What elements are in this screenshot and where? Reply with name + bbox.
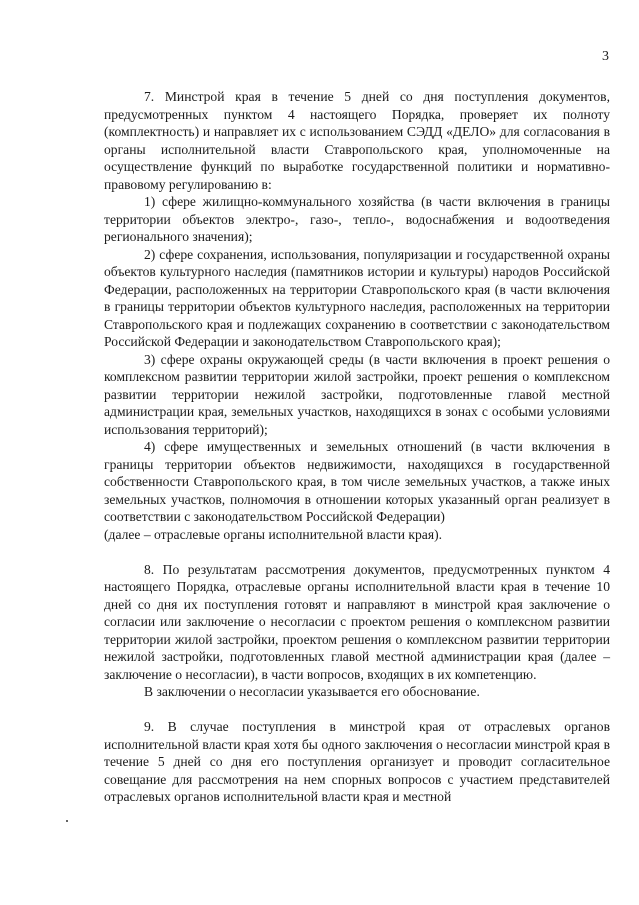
paragraph-7: 7. Минстрой края в течение 5 дней со дня поступления документов, предусмотренных пунктом 4 настоящего Порядка, проверяет их полноту (комплектность) и направляет их с использованием СЭДД «ДЕЛО» для согласования в органы исполнительной власти Ставропольского края, уполномоченные на осуществление функций по выработке государственной политики и нормативно-правовому регулированию в: xyxy=(104,89,610,192)
paragraph-8-note: В заключении о несогласии указывается его обоснование. xyxy=(144,684,480,699)
scan-speck xyxy=(66,820,68,822)
paragraph-7-item-3: 3) сфере охраны окружающей среды (в части включения в проект решения о комплексном развитии территории жилой застройки, проект решения о комплексном развитии территории нежилой застройки, подготовленные главой местной администрации края, земельных участков, находящихся в зонах с особыми условиями использования территорий); xyxy=(104,351,610,437)
paragraph-8: 8. По результатам рассмотрения документов, предусмотренных пунктом 4 настоящего Порядка, отраслевые органы исполнительной власти края в течение 10 дней со дня их поступления готовят и направляют в минстрой края заключение о согласии или заключение о несогласии с проектом решения о комплексном развитии территории жилой застройки, проектом решения о комплексном развитии территории нежилой застройки, подготовленных главой местной администрации края (далее – заключение о несогласии), в части вопросов, входящих в их компетенцию. xyxy=(104,561,610,682)
paragraph-9: 9. В случае поступления в минстрой края от отраслевых органов исполнительной власти края хотя бы одного заключения о несогласии минстрой края в течение 5 дней со дня его поступления организует и проводит согласительное совещание для рассмотрения на нем спорных вопросов с участием представителей отраслевых органов исполнительной власти края и местной xyxy=(104,719,610,804)
paragraph-7-item-4: 4) сфере имущественных и земельных отношений (в части включения в границы территории объектов недвижимости, находящихся в государственной собственности Ставропольского края, в том числе земельных участков, а также иных земельных участков, полномочия в отношении которых указанный орган реализует в соответствии с законодательством Российской Федерации) xyxy=(104,439,610,524)
document-body xyxy=(104,88,610,806)
paragraph-7-item-2: 2) сфере сохранения, использования, популяризации и государственной охраны объектов культурного наследия (памятников истории и культуры) народов Российской Федерации, расположенных на территории Ставропольского края (в части включения в границы территории объектов культурного наследия, расположенных на территории Ставропольского края и подлежащих сохранению в соответствии с законодательством Российской Федерации и законодательством Ставропольского края); xyxy=(104,246,610,349)
paragraph-7-item-1: 1) сфере жилищно-коммунального хозяйства (в части включения в границы территории объектов электро-, газо-, тепло-, водоснабжения и водоотведения регионального значения); xyxy=(104,194,610,244)
page-number: 3 xyxy=(602,49,609,64)
paragraph-7-tail: (далее – отраслевые органы исполнительной власти края). xyxy=(104,526,442,542)
